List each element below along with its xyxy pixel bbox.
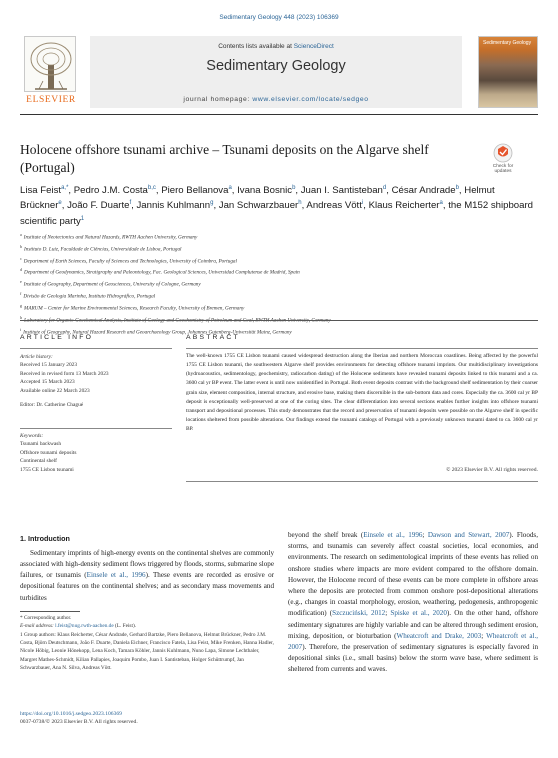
affiliation-item bbox=[20, 326, 538, 338]
corresponding-author-note: * Corresponding author. bbox=[20, 615, 72, 621]
citation-link[interactable]: Wheatcroft and Drake, 2003 bbox=[396, 631, 482, 640]
intro-text: ). These events are recorded as erosive or depositional features on the continental shelves; and as secondary mass movements and turbidites bbox=[20, 571, 274, 602]
affiliation-text: Department of Earth Sciences, Faculty of Sciences and Technologies, University of Coimbra, Portugal bbox=[23, 258, 237, 265]
citation-link[interactable]: Einsele et al., 1996 bbox=[86, 571, 146, 580]
intro-text: ; bbox=[385, 609, 391, 618]
author-name[interactable]: Andreas Vött bbox=[306, 200, 362, 212]
cover-title: Sedimentary Geology bbox=[483, 40, 532, 46]
footnotes bbox=[20, 614, 274, 673]
email-label: E-mail address: bbox=[20, 623, 56, 630]
affiliation-item bbox=[20, 302, 538, 314]
email-suffix: (L. Feist). bbox=[113, 623, 137, 630]
front-matter-divider bbox=[20, 320, 538, 321]
intro-text: ). On the other hand, offshore sedimentary signatures are highly variable and can be altered through sediment erosion, mixing, deposition, or bioturbation ( bbox=[288, 609, 538, 640]
affiliation-item bbox=[20, 243, 538, 255]
author-name[interactable]: Jannis Kuhlmann bbox=[136, 200, 211, 212]
author-name[interactable]: Lisa Feist bbox=[20, 185, 62, 196]
article-history bbox=[20, 353, 172, 409]
author-name[interactable]: Jan Schwarzbauer bbox=[218, 200, 299, 212]
keywords-block bbox=[20, 432, 172, 474]
intro-text: Sedimentary imprints of high-energy events on the continental shelves are commonly associated with high-density sediment flows triggered by floods, storms, submarine slope failures, or tsunamis ( bbox=[20, 549, 274, 580]
abstract-divider bbox=[186, 348, 538, 349]
issn-line: 0037-0738/© 2023 Elsevier B.V. All rights reserved. bbox=[20, 719, 138, 726]
elsevier-tree-icon bbox=[24, 36, 76, 92]
history-revised: Received in revised form 13 March 2023 bbox=[20, 370, 109, 377]
intro-text: ; bbox=[481, 631, 487, 640]
keyword: Tsunami backwash bbox=[20, 441, 62, 448]
check-updates-label: Check for updates bbox=[492, 164, 514, 175]
author-affiliation-marker[interactable]: b bbox=[292, 184, 296, 191]
affiliation-text: Institute of Geography, Natural Hazard Research and Geoarchaeology Group, Johannes Gutenberg-Universität Mainz, Germany bbox=[23, 329, 292, 336]
author-name[interactable]: Pedro J.M. Costa bbox=[73, 185, 148, 196]
doi-link[interactable]: https://doi.org/10.1016/j.sedgeo.2023.106369 bbox=[20, 711, 122, 717]
affiliation-marker: e bbox=[20, 279, 22, 285]
affiliation-marker: c bbox=[20, 255, 22, 261]
affiliation-item bbox=[20, 290, 538, 302]
author-name[interactable]: the M152 shipboard scientific party bbox=[20, 200, 533, 227]
journal-cover-thumbnail[interactable] bbox=[478, 36, 538, 108]
section-heading-introduction: 1. Introduction bbox=[20, 534, 70, 543]
affiliation-text: Laboratory for Organic-Geochemical Analysis, Institute of Geology and Geochemistry of Petroleum and Coal, RWTH Aachen University, Germany bbox=[24, 317, 331, 324]
intro-paragraph-right bbox=[288, 530, 538, 676]
abstract-bottom-divider bbox=[186, 481, 538, 482]
history-received: Received 15 January 2023 bbox=[20, 362, 78, 369]
author-affiliation-marker[interactable]: 1 bbox=[80, 215, 85, 222]
sciencedirect-link[interactable]: ScienceDirect bbox=[293, 43, 334, 50]
history-label: Article history: bbox=[20, 354, 53, 360]
keyword: Offshore tsunami deposits bbox=[20, 449, 77, 456]
author-affiliation-marker[interactable]: a bbox=[228, 184, 232, 191]
affiliation-marker: i bbox=[20, 326, 22, 332]
article-info-divider bbox=[20, 348, 172, 349]
keywords-divider bbox=[20, 428, 172, 429]
author-affiliation-marker[interactable]: f bbox=[129, 200, 132, 207]
author-affiliation-marker[interactable]: h bbox=[298, 200, 302, 207]
affiliation-text: Divisão de Geologia Marinha, Instituto Hidrográfico, Portugal bbox=[23, 293, 156, 300]
check-updates-icon bbox=[493, 143, 513, 163]
author-affiliation-marker[interactable]: a bbox=[439, 200, 443, 207]
author-name[interactable]: Helmut Brückner bbox=[20, 185, 495, 212]
header-divider bbox=[20, 114, 538, 115]
affiliation-text: Institute of Geography, Department of Geosciences, University of Cologne, Germany bbox=[23, 282, 201, 289]
contents-line bbox=[90, 43, 462, 50]
check-for-updates-button[interactable] bbox=[484, 143, 522, 175]
author-affiliation-marker[interactable]: i bbox=[361, 200, 364, 207]
journal-reference[interactable]: Sedimentary Geology 448 (2023) 106369 bbox=[219, 14, 339, 21]
contents-prefix: Contents lists available at bbox=[218, 43, 294, 50]
citation-link[interactable]: Dawson and Stewart, 2007 bbox=[427, 531, 510, 539]
article-title: Holocene offshore tsunami archive – Tsunami deposits on the Algarve shelf (Portugal) bbox=[20, 142, 429, 176]
intro-text: ). Therefore, the preservation of sedimentary signatures is especially favored in depositional sinks (i.e., small basins) below the storm wave base, where sediment is sheltered from currents and waves. bbox=[288, 643, 538, 674]
journal-header bbox=[20, 36, 538, 108]
intro-text: ; bbox=[422, 531, 428, 539]
affiliation-text: Institute of Neotectonics and Natural Hazards, RWTH Aachen University, Germany bbox=[23, 234, 198, 241]
abstract-heading: ABSTRACT bbox=[186, 334, 240, 341]
keywords-label: Keywords: bbox=[20, 433, 44, 439]
article-info-heading: ARTICLE INFO bbox=[20, 334, 94, 341]
intro-text: beyond the shelf break ( bbox=[288, 531, 364, 539]
affiliation-item bbox=[20, 278, 538, 290]
publisher-name: ELSEVIER bbox=[26, 95, 76, 105]
homepage-link[interactable]: www.elsevier.com/locate/sedgeo bbox=[252, 96, 369, 103]
author-name[interactable]: Piero Bellanova bbox=[161, 185, 229, 196]
history-accepted: Accepted 15 March 2023 bbox=[20, 379, 75, 386]
citation-link[interactable]: Wheatcroft et al., 2007 bbox=[288, 631, 538, 652]
author-name[interactable]: João F. Duarte bbox=[67, 200, 130, 212]
affiliation-marker: a bbox=[20, 232, 22, 237]
affiliation-marker: b bbox=[20, 243, 22, 249]
author-name[interactable]: Ivana Bosnic bbox=[237, 185, 293, 196]
author-affiliation-marker[interactable]: b,c bbox=[147, 184, 156, 191]
affiliation-marker: d bbox=[20, 267, 22, 273]
journal-title[interactable]: Sedimentary Geology bbox=[206, 58, 346, 74]
affiliation-text: MARUM – Center for Marine Environmental Sciences, Research Faculty, University of Bremen, Germany bbox=[24, 305, 245, 312]
affiliation-marker: g bbox=[20, 302, 22, 308]
keyword: Continental shelf bbox=[20, 458, 57, 465]
publisher-logo[interactable] bbox=[20, 36, 82, 108]
citation-link[interactable]: Einsele et al., 1996 bbox=[363, 531, 423, 539]
abstract-text: The well-known 1755 CE Lisbon tsunami caused widespread destruction along the Iberian and northern Moroccan coastlines. Being affected by the powerful 1755 CE Lisbon tsunami, the southwestern Algarve shelf provides environments for detecting offshore tsunami imprints. Our multidisciplinary investigations (hydroacoustics, sedimentology, geochemistry, radiocarbon dating) of the Holocene sediments have revealed tsunami deposits linked to this tsunami and a ca. 3600 cal yr BP event. The latter event is until now unidentified in Portugal. Both event deposits contrast with the background shelf sedimentation by their coarser grain size, element composition, internal structure, and erosive base, making them discernible in the sub-bottom data and cores. Especially the ca. 3600 cal yr BP deposit is exceptionally well-preserved at one of the coring sites. The clear differentiation into several sections enables further insights into offshore tsunami transport and depositional processes. This study demonstrates that the record and preservation of tsunami deposits were possible on the Algarve shelf in specific locations sheltered from possible alterations. Our findings extend the tsunami catalogs of Portugal with a previously unknown tsunami dated to ca. 3600 cal yr BP. bbox=[186, 353, 538, 433]
author-affiliation-marker[interactable]: d bbox=[382, 184, 387, 191]
affiliation-item bbox=[20, 231, 538, 243]
affiliation-list bbox=[20, 231, 538, 337]
homepage-line bbox=[90, 96, 462, 103]
author-list: Lisa Feist$^{a,*}$, Pedro J.M. Costa$^{b,c}$, Piero Bellanova$^a$, Ivana Bosnic$^b$, Juan I. Santisteban$^d$, César Andrade$^b$, Helmut Brückner$^e$, João F. Duarte$^f$, Jannis Kuhlmann$^g$, Jan Schwarzbauer$^h$, Andreas Vött$^i$, Klaus Reicherter$^a$, the M152 shipboard scientific party$^1$ bbox=[20, 184, 533, 227]
affiliation-text: Department of Geodynamics, Stratigraphy and Paleontology, Fac. Geological Sciences, Universidad Complutense de Madrid, Spain bbox=[24, 270, 300, 277]
footnote-divider bbox=[20, 611, 80, 612]
keyword: 1755 CE Lisbon tsunami bbox=[20, 466, 74, 473]
history-online: Available online 22 March 2023 bbox=[20, 387, 90, 394]
group-authors-note: 1 Group authors: Klaus Reicherter, César Andrade, Gerhard Bartzke, Piero Bellanova, Helmut Brückner, Pedro J.M. Costa, Björn Deutschmann, João F. Duarte, Daniela Eichner, Francisco Fatela, Lisa Feist, Mike Frenken, Hanna Hadler, Nicole Höbig, Leonie Hönekopp, Lena Koch, Tamara Köhler, Jannis Kuhlmann, Nuno Lapa, Simone Lechthaler, Margret Mathes-Schmidt, Kilian Pallapies, Joaquim Pombo, Juan I. Santisteban, Holger Schüttrumpf, Jan Schwarzbauer, Ana N. Silva, Andreas Vött. bbox=[20, 631, 274, 672]
author-affiliation-marker[interactable]: e bbox=[58, 200, 62, 207]
email-link[interactable]: l.feist@nug.rwth-aachen.de bbox=[55, 623, 114, 630]
affiliation-text: Instituto D. Luiz, Faculdade de Ciências, Universidade de Lisboa, Portugal bbox=[24, 246, 182, 253]
intro-paragraph-left bbox=[20, 548, 274, 604]
citation-link[interactable]: Spiske et al., 2020 bbox=[390, 609, 447, 618]
author-affiliation-marker[interactable]: b bbox=[455, 184, 459, 191]
editor-line: Editor: Dr. Catherine Chagué bbox=[20, 401, 84, 408]
author-affiliation-marker[interactable]: a,* bbox=[61, 184, 69, 191]
author-name[interactable]: César Andrade bbox=[391, 185, 456, 196]
intro-text: ). Floods, storms, and tsunamis can severely affect coastal societies, local economies, and environments. The research on sedimentological imprints of these events has relied on onshore studies where impacts are more evident compared to the offshore domain. However, the Holocene record of these events can be more complete in offshore areas where the deposits are protected from common onshore post-depositional alterations (e.g., changes in coastal morphology, erosion, weathering, pedogenesis, anthropogenic modification) ( bbox=[288, 531, 538, 618]
journal-banner bbox=[90, 36, 462, 108]
doi-block bbox=[20, 710, 138, 727]
homepage-prefix: journal homepage: bbox=[183, 96, 253, 103]
author-name[interactable]: Klaus Reicherter bbox=[368, 200, 440, 212]
affiliation-item bbox=[20, 266, 538, 278]
affiliation-marker: h bbox=[20, 314, 22, 320]
affiliation-marker: f bbox=[20, 291, 22, 297]
author-name[interactable]: Juan I. Santisteban bbox=[300, 185, 383, 196]
email-note bbox=[20, 622, 274, 630]
citation-link[interactable]: Szczuciński, 2012 bbox=[332, 609, 386, 618]
author-affiliation-marker[interactable]: g bbox=[210, 200, 214, 207]
affiliation-item bbox=[20, 255, 538, 267]
abstract-copyright: © 2023 Elsevier B.V. All rights reserved. bbox=[446, 467, 538, 473]
